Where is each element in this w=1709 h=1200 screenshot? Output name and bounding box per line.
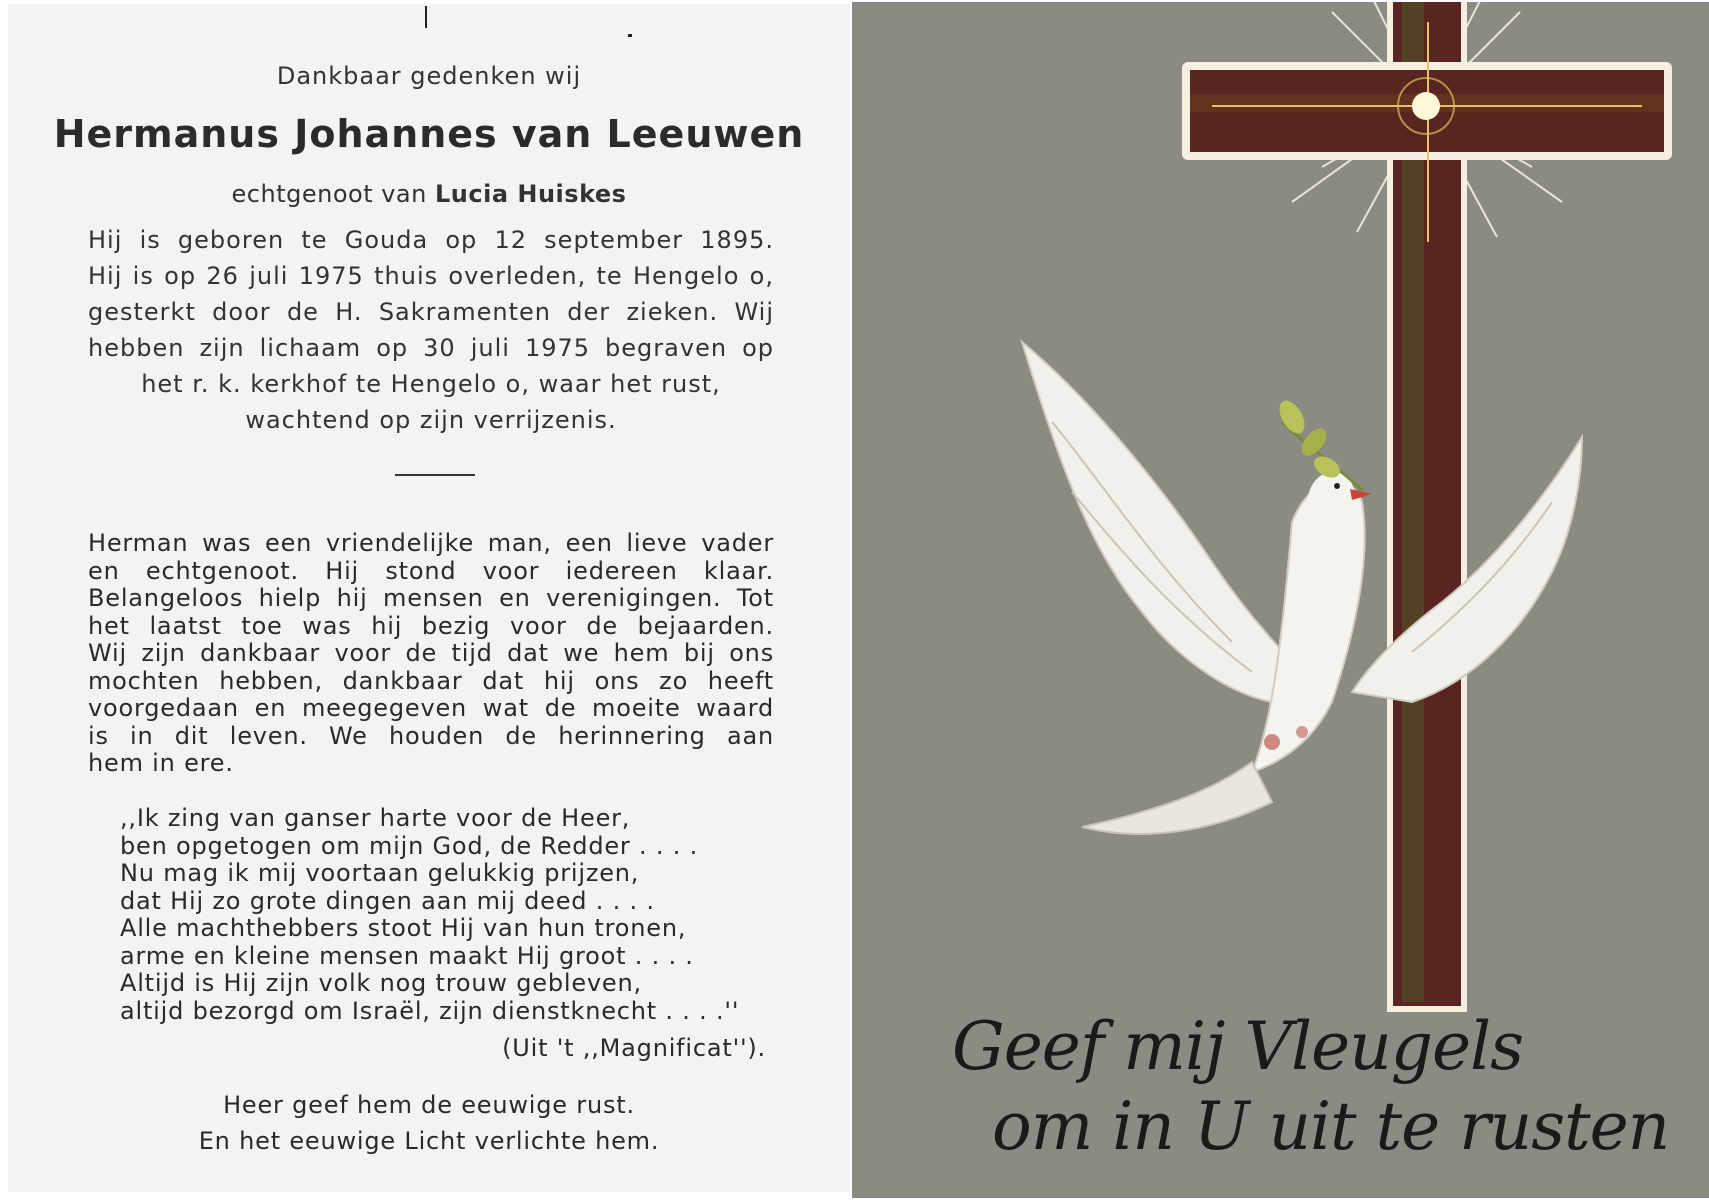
- caption: [952, 1007, 1670, 1167]
- cross-icon: [1182, 2, 1672, 1012]
- tribute-line: en echtgenoot. Hij stond voor iedereen klaar.: [88, 556, 774, 585]
- bio-line: Hij is geboren te Gouda op 12 september 1895.: [88, 226, 774, 254]
- divider: [395, 474, 475, 476]
- quote-line: dat Hij zo grote dingen aan mij deed . . . .: [120, 886, 655, 915]
- deceased-name: Hermanus Johannes van Leeuwen: [53, 112, 805, 156]
- quote-line: ,,Ik zing van ganser harte voor de Heer,: [120, 804, 631, 832]
- print-mark: [425, 6, 427, 28]
- spouse-name: Lucia Huiskes: [435, 180, 627, 208]
- quote-line: altijd bezorgd om Israël, zijn dienstknecht . . . .'': [120, 996, 740, 1025]
- quote-line: ben opgetogen om mijn God, de Redder . . . .: [120, 831, 699, 860]
- spouse-line: [8, 180, 850, 208]
- print-mark: [628, 34, 632, 37]
- bio-line: het r. k. kerkhof te Hengelo o, waar het rust,: [141, 370, 721, 398]
- magnificat-quote: [120, 805, 780, 1025]
- quote-source: (Uit 't ,,Magnificat'').: [502, 1034, 766, 1062]
- tribute-line: is in dit leven. We houden de herinnering aan: [88, 721, 774, 750]
- picture-panel: [852, 2, 1709, 1198]
- intro-text: Dankbaar gedenken wij: [276, 62, 582, 90]
- closing-line: En het eeuwige Licht verlichte hem.: [198, 1127, 660, 1155]
- closing-prayer: [8, 1087, 850, 1159]
- tribute-line: het laatst toe was hij bezig voor de bejaarden.: [88, 611, 774, 640]
- dove-icon: [1022, 342, 1582, 834]
- tribute-line: hem in ere.: [88, 749, 234, 777]
- quote-line: arme en kleine mensen maakt Hij groot . . . .: [120, 941, 694, 970]
- quote-line: Altijd is Hij zijn volk nog trouw gebleven,: [120, 969, 642, 997]
- quote-line: Nu mag ik mij voortaan gelukkig prijzen,: [120, 859, 640, 887]
- biography: [88, 222, 774, 438]
- caption-line: om in U uit te rusten: [992, 1088, 1670, 1165]
- tribute-line: voorgedaan en meegegeven wat de moeite waard: [88, 694, 774, 722]
- tribute-paragraph: [88, 530, 774, 778]
- closing-line: Heer geef hem de eeuwige rust.: [223, 1091, 635, 1119]
- tribute-line: Herman was een vriendelijke man, een lieve vader: [88, 529, 774, 557]
- quote-line: Alle machthebbers stoot Hij van hun tronen,: [120, 914, 687, 942]
- bio-line: wachtend op zijn verrijzenis.: [245, 406, 617, 434]
- tribute-line: mochten hebben, dankbaar dat hij ons zo heeft: [88, 666, 774, 695]
- spouse-prefix: echtgenoot van: [231, 180, 427, 208]
- bio-line: hebben zijn lichaam op 30 juli 1975 begraven op: [88, 334, 774, 362]
- tribute-line: Belangeloos hielp hij mensen en verenigingen. Tot: [88, 584, 774, 612]
- caption-line: Geef mij Vleugels: [952, 1008, 1524, 1085]
- bio-line: gesterkt door de H. Sakramenten der zieken. Wij: [88, 298, 774, 326]
- text-panel: [8, 4, 850, 1192]
- bio-line: Hij is op 26 juli 1975 thuis overleden, te Hengelo o,: [88, 262, 774, 290]
- tribute-line: Wij zijn dankbaar voor de tijd dat we hem bij ons: [88, 639, 774, 667]
